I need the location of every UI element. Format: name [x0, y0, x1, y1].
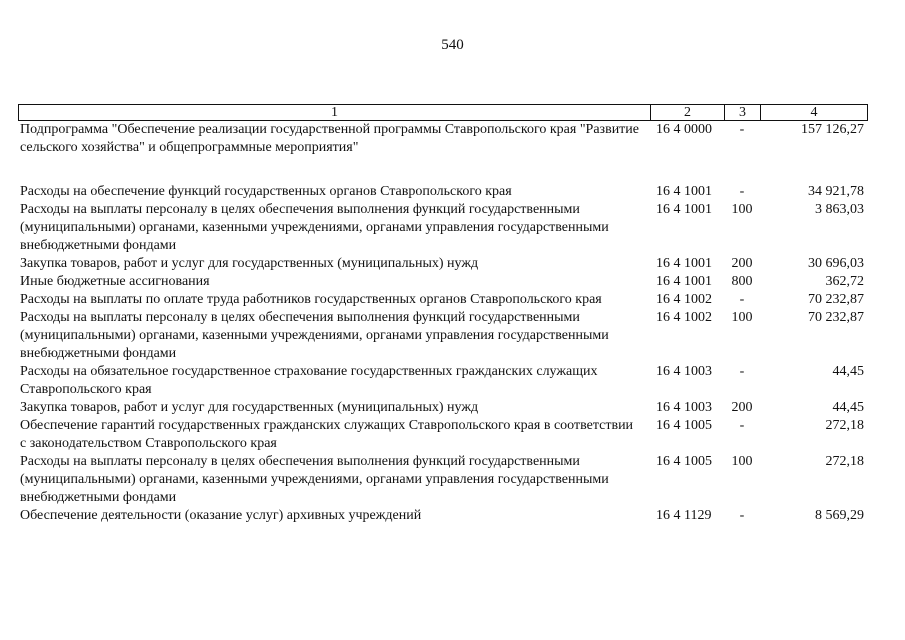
- row-code: 16 4 1005: [656, 418, 712, 433]
- row-code: 16 4 1129: [656, 508, 712, 523]
- row-name: Иные бюджетные ассигнования: [20, 274, 210, 289]
- row-amount: 70 232,87: [808, 292, 864, 307]
- row-name: Обеспечение гарантий государственных гражданских служащих Ставропольского края в соответствии с законодательством Ставропольского края: [20, 418, 634, 451]
- row-name: Расходы на обеспечение функций государственных органов Ставропольского края: [20, 184, 512, 199]
- row-code: 16 4 1001: [656, 256, 712, 271]
- table-row: [18, 507, 868, 525]
- row-amount: 8 569,29: [815, 508, 864, 523]
- row-code: 16 4 1003: [656, 364, 712, 379]
- row-type: -: [739, 292, 745, 307]
- row-code: 16 4 1001: [656, 202, 712, 217]
- row-code: 16 4 1005: [656, 454, 712, 469]
- row-name: Подпрограмма "Обеспечение реализации государственной программы Ставропольского края "Развитие сельского хозяйства" и общепрограммные мероприятия": [20, 122, 640, 155]
- row-amount: 3 863,03: [815, 202, 864, 217]
- row-name: Расходы на выплаты персоналу в целях обеспечения выполнения функций государственными (муниципальными) органами, казенными учреждениями, органами управления государственными внебюджетными фондами: [20, 202, 609, 253]
- table-row: [18, 121, 868, 157]
- header-column-2: 2: [651, 105, 725, 120]
- row-amount: 44,45: [832, 364, 864, 379]
- row-amount: 272,18: [825, 454, 864, 469]
- row-type: -: [739, 184, 745, 199]
- row-amount: 34 921,78: [808, 184, 864, 199]
- row-name: Расходы на выплаты персоналу в целях обеспечения выполнения функций государственными (муниципальными) органами, казенными учреждениями, органами управления государственными внебюджетными фондами: [20, 454, 609, 505]
- row-spacer: [18, 157, 868, 183]
- table-row: [18, 273, 868, 291]
- row-type: -: [739, 508, 745, 523]
- row-type: -: [739, 122, 745, 137]
- row-amount: 30 696,03: [808, 256, 864, 271]
- table-row: [18, 255, 868, 273]
- row-type: -: [739, 418, 745, 433]
- row-name: Обеспечение деятельности (оказание услуг) архивных учреждений: [20, 508, 422, 523]
- row-type: 100: [731, 202, 753, 217]
- budget-table: [18, 104, 868, 525]
- header-column-3: 3: [725, 105, 761, 120]
- row-code: 16 4 1001: [656, 274, 712, 289]
- row-name: Расходы на выплаты по оплате труда работников государственных органов Ставропольского края: [20, 292, 602, 307]
- row-name: Закупка товаров, работ и услуг для государственных (муниципальных) нужд: [20, 256, 479, 271]
- row-type: -: [739, 364, 745, 379]
- table-row: [18, 309, 868, 363]
- table-row: [18, 201, 868, 255]
- page-number: 540: [441, 37, 464, 53]
- row-code: 16 4 1002: [656, 310, 712, 325]
- table-row: [18, 399, 868, 417]
- header-column-1: 1: [19, 105, 651, 120]
- row-name: Расходы на обязательное государственное страхование государственных гражданских служащих Ставропольского края: [20, 364, 598, 397]
- header-column-4: 4: [810, 105, 818, 120]
- table-header: [18, 104, 868, 121]
- row-code: 16 4 0000: [656, 122, 712, 137]
- row-amount: 362,72: [825, 274, 864, 289]
- row-code: 16 4 1003: [656, 400, 712, 415]
- row-amount: 272,18: [825, 418, 864, 433]
- row-amount: 44,45: [832, 400, 864, 415]
- table-row: [18, 453, 868, 507]
- row-type: 200: [731, 400, 753, 415]
- table-row: [18, 363, 868, 399]
- row-type: 800: [731, 274, 753, 289]
- table-row: [18, 291, 868, 309]
- row-type: 200: [731, 256, 753, 271]
- row-code: 16 4 1002: [656, 292, 712, 307]
- row-type: 100: [731, 310, 753, 325]
- row-amount: 70 232,87: [808, 310, 864, 325]
- row-name: Расходы на выплаты персоналу в целях обеспечения выполнения функций государственными (муниципальными) органами, казенными учреждениями, органами управления государственными внебюджетными фондами: [20, 310, 609, 361]
- row-name: Закупка товаров, работ и услуг для государственных (муниципальных) нужд: [20, 400, 479, 415]
- row-amount: 157 126,27: [801, 122, 864, 137]
- table-row: [18, 417, 868, 453]
- row-type: 100: [731, 454, 753, 469]
- table-row: [18, 183, 868, 201]
- row-code: 16 4 1001: [656, 184, 712, 199]
